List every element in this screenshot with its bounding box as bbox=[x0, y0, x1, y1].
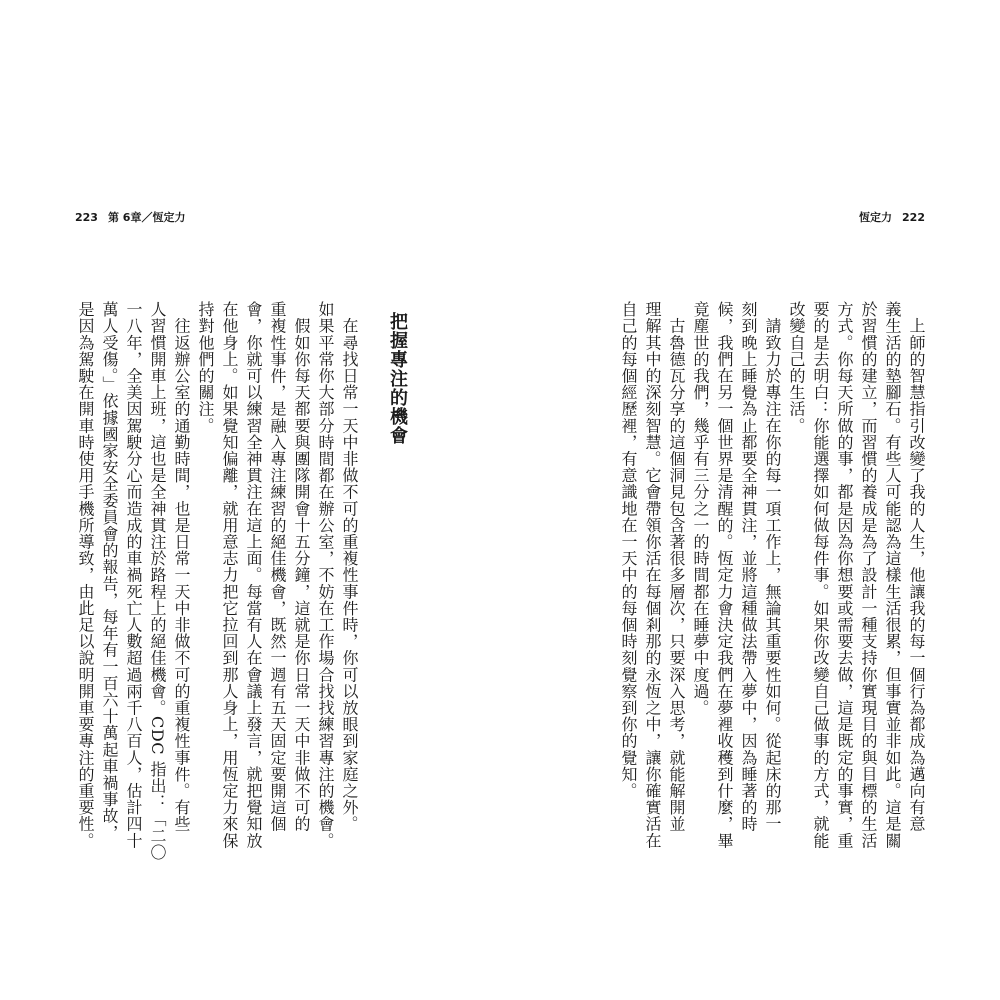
text-column: 請致力於專注在你的每一項工作上，無論其重要性如何。從起床的那一 bbox=[763, 301, 782, 833]
text-column: 於習慣的建立，而習慣的養成是為了設計一種支持你實現目的與目標的生活 bbox=[859, 301, 878, 849]
text-column: 持對他們的關注。 bbox=[196, 301, 215, 434]
text-column: 改變自己的生活。 bbox=[787, 301, 806, 434]
text-column: 自己的每個經歷裡，有意識地在一天中的每個時刻覺察到你的覺知。 bbox=[619, 301, 638, 799]
text-column: 竟塵世的我們，幾乎有三分之一的時間都在睡夢中度過。 bbox=[691, 301, 710, 716]
text-column: 萬人受傷。」依據國家安全委員會的報告，每年有一百六十萬起車禍事故， bbox=[100, 301, 119, 841]
left-page-header bbox=[75, 211, 185, 225]
right-page-number: 222 bbox=[902, 211, 925, 224]
text-column: 在他身上。如果覺知偏離，就用意志力把它拉回到那人身上，用恆定力來保 bbox=[220, 301, 239, 849]
left-page-number: 223 bbox=[75, 211, 98, 224]
text-column: 刻到晚上睡覺為止都要全神貫注，並將這種做法帶入夢中，因為睡著的時 bbox=[739, 301, 758, 833]
text-column: 假如你每天都要與團隊開會十五分鐘，這就是你日常一天中非做不可的 bbox=[292, 301, 311, 833]
text-column: 要的是去明白：你能選擇如何做每件事。如果你改變自己做事的方式，就能 bbox=[811, 301, 830, 849]
text-column: 理解其中的深刻智慧。它會帶領你活在每個剎那的永恆之中，讓你確實活在 bbox=[643, 301, 662, 849]
text-column: 上師的智慧指引改變了我的人生，他讓我的每一個行為都成為邁向有意 bbox=[907, 301, 926, 833]
text-column: 義生活的墊腳石。有些人可能認為這樣生活很累，但事實並非如此。這是關 bbox=[883, 301, 902, 849]
text-column: 在尋找日常一天中非做不可的重複性事件時，你可以放眼到家庭之外。 bbox=[340, 301, 359, 833]
book-title: 恆定力 bbox=[859, 211, 893, 224]
text-column: 古魯德瓦分享的這個洞見包含著很多層次，只要深入思考，就能解開並 bbox=[667, 301, 686, 833]
text-column: 人習慣開車上班，這也是全神貫注於路程上的絕佳機會。CDC 指出：「二〇 bbox=[148, 301, 167, 861]
text-column: 會，你就可以練習全神貫注在這上面。每當有人在會議上發言，就把覺知放 bbox=[244, 301, 263, 849]
text-column: 一八年，全美因駕駛分心而造成的車禍死亡人數超過兩千八百人，估計四十 bbox=[124, 301, 143, 849]
text-column: 是因為駕駛在開車時使用手機所導致，由此足以說明開車要專注的重要性。 bbox=[76, 301, 95, 849]
right-page-header bbox=[859, 211, 925, 225]
section-heading: 把握專注的機會 bbox=[387, 312, 408, 445]
chapter-title: 第 6章／恆定力 bbox=[107, 211, 186, 224]
text-column: 如果平常你大部分時間都在辦公室，不妨在工作場合找找練習專注的機會。 bbox=[316, 301, 335, 849]
text-column: 方式。你每天所做的事，都是因為你想要或需要去做，這是既定的事實，重 bbox=[835, 301, 854, 849]
text-column: 重複性事件，是融入專注練習的絕佳機會，既然一週有五天固定要開這個 bbox=[268, 301, 287, 833]
text-column: 往返辦公室的通勤時間，也是日常一天中非做不可的重複性事件。有些 bbox=[172, 301, 191, 833]
text-column: 候，我們在另一個世界是清醒的。恆定力會決定我們在夢裡收穫到什麼，畢 bbox=[715, 301, 734, 849]
